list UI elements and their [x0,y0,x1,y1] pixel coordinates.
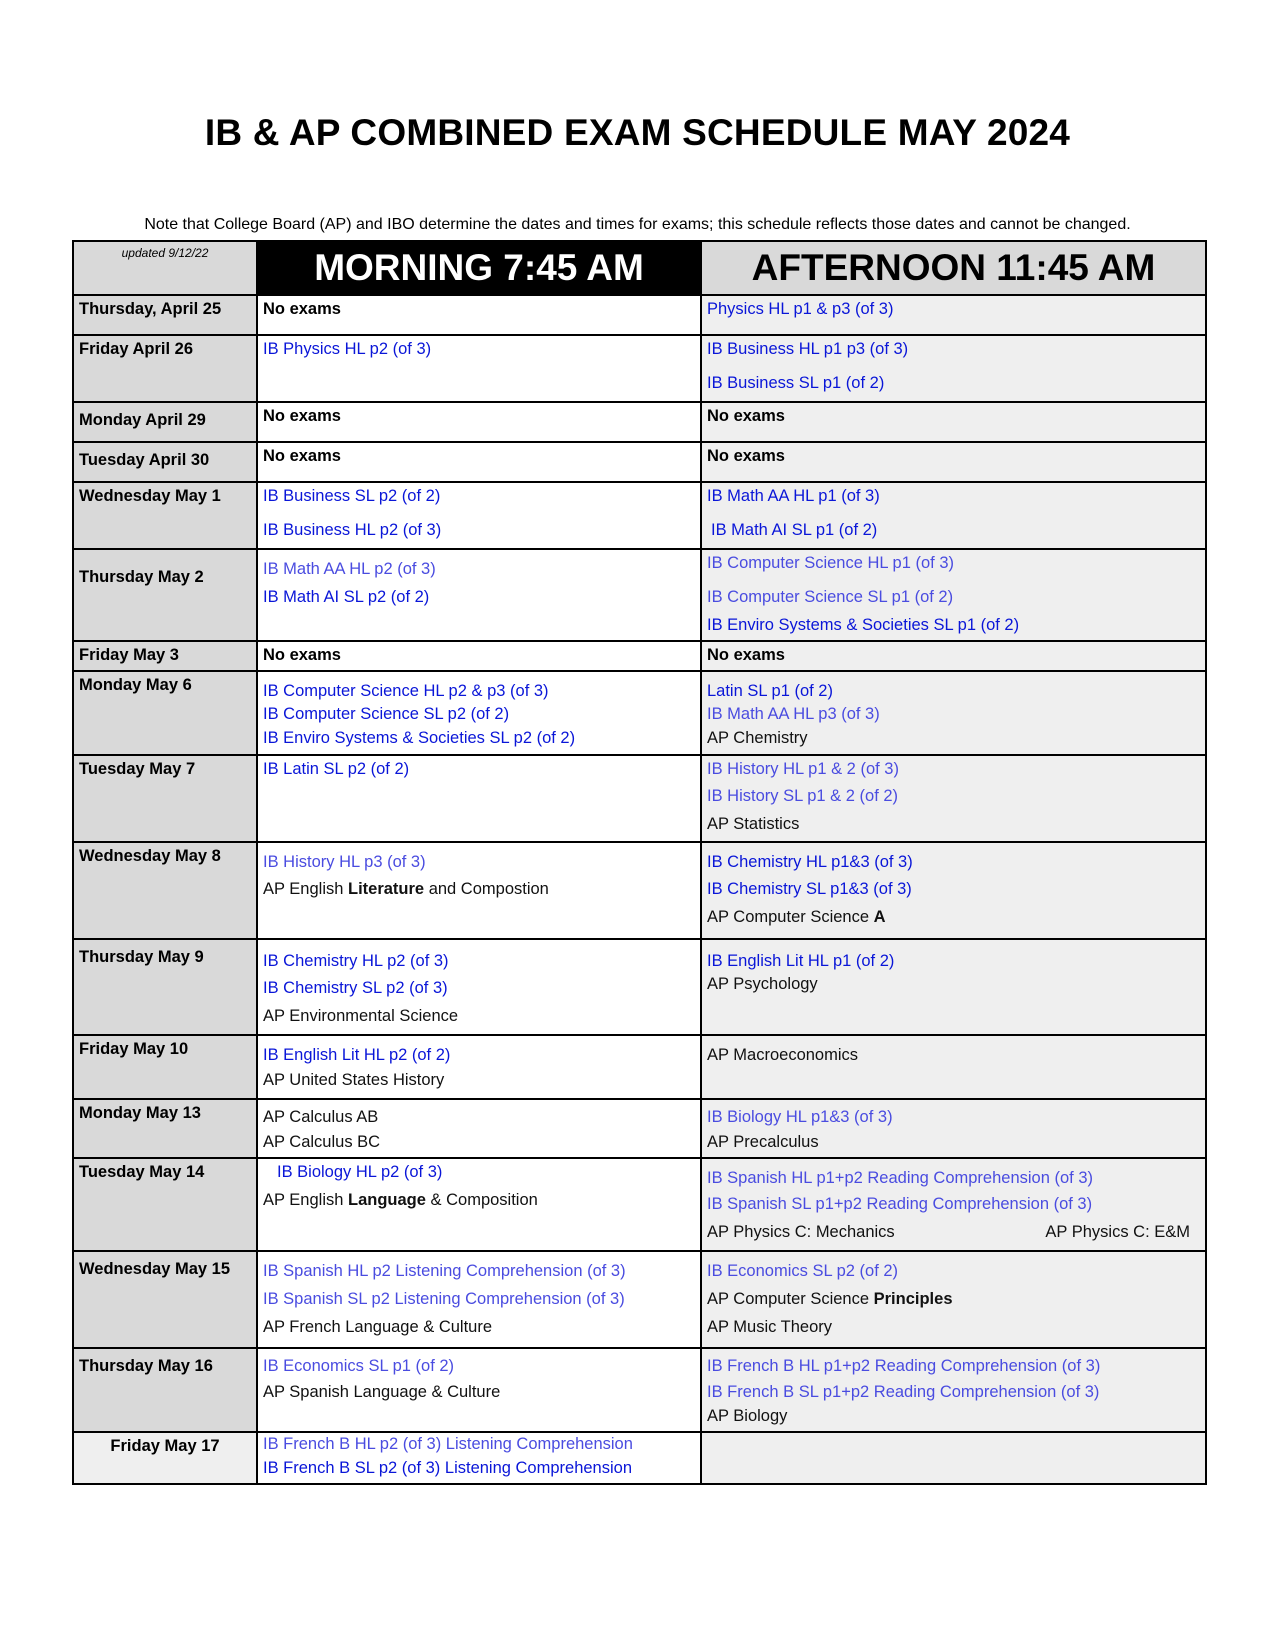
date-cell: Friday April 26 [73,335,257,402]
table-row [73,1035,1206,1099]
exam-entry: No exams [263,407,341,426]
exam-entry: No exams [707,447,785,466]
afternoon-cell [701,671,1206,755]
exam-entry: IB Chemistry HL p1&3 (of 3) [707,852,913,871]
morning-cell [257,641,701,671]
date-cell: Friday May 17 [73,1432,257,1484]
exam-entry [263,880,695,900]
morning-cell [257,442,701,482]
table-row [73,842,1206,939]
afternoon-cell [701,1348,1206,1432]
exam-entry: IB History HL p3 (of 3) [263,852,426,871]
exam-entry: IB French B HL p1+p2 Reading Comprehension (of 3) [707,1357,1101,1376]
exam-entry: IB Economics SL p2 (of 2) [707,1262,899,1281]
afternoon-cell [701,295,1206,335]
date-cell: Friday May 3 [73,641,257,671]
exam-entry: AP Spanish Language & Culture [263,1382,501,1401]
exam-entry: AP French Language & Culture [263,1317,493,1336]
exam-entry-text: AP Computer Science [707,1289,874,1308]
afternoon-cell [701,482,1206,549]
table-row [73,295,1206,335]
date-cell: Wednesday May 8 [73,842,257,939]
exam-entry: No exams [263,645,341,664]
exam-entry-emphasis: Principles [873,1289,953,1308]
exam-entry: IB History SL p1 & 2 (of 2) [707,787,899,806]
exam-entry [263,1191,695,1211]
exam-entry: IB Computer Science HL p2 & p3 (of 3) [263,681,549,700]
date-cell: Thursday May 9 [73,939,257,1035]
exam-entry-emphasis: Literature [348,880,425,899]
morning-cell [257,1348,701,1432]
table-row [73,482,1206,549]
date-cell: Tuesday April 30 [73,442,257,482]
table-row [73,1432,1206,1484]
exam-entry: No exams [263,447,341,466]
morning-cell [257,842,701,939]
exam-schedule-table [72,240,1207,1485]
exam-entry: AP Biology [707,1406,788,1425]
afternoon-cell [701,335,1206,402]
exam-entry: AP Physics C: E&M [1045,1222,1190,1241]
exam-entry: No exams [263,300,341,319]
exam-entry: IB Spanish HL p2 Listening Comprehension (of 3) [263,1262,626,1281]
schedule-note: Note that College Board (AP) and IBO determine the dates and times for exams; this schedule reflects those dates and cannot be changed. [144,216,1131,233]
exam-entry: IB Spanish SL p2 Listening Comprehension (of 3) [263,1289,625,1308]
afternoon-cell [701,1432,1206,1484]
exam-entry [707,908,1200,928]
exam-entry-text: AP English [263,880,348,899]
exam-entry: IB Economics SL p1 (of 2) [263,1357,455,1376]
table-row [73,549,1206,640]
afternoon-cell [701,1251,1206,1348]
exam-entry-text: AP Computer Science [707,908,874,927]
exam-entry: IB French B SL p2 (of 3) Listening Comprehension [263,1458,633,1477]
exam-entry-text: & Composition [425,1190,538,1209]
afternoon-cell [701,755,1206,842]
exam-entry: IB Computer Science SL p2 (of 2) [263,705,510,724]
exam-entry-pair [707,1223,1200,1243]
morning-cell [257,482,701,549]
exam-entry: IB Computer Science HL p1 (of 3) [707,554,955,573]
exam-entry: Physics HL p1 & p3 (of 3) [707,300,894,319]
date-cell: Monday May 6 [73,671,257,755]
exam-entry: IB Math AI SL p1 (of 2) [711,521,878,540]
afternoon-cell [701,1158,1206,1251]
exam-entry: IB Chemistry SL p1&3 (of 3) [707,880,912,899]
date-cell: Thursday, April 25 [73,295,257,335]
exam-entry: IB Math AA HL p1 (of 3) [707,487,880,506]
exam-entry: IB English Lit HL p2 (of 2) [263,1045,451,1064]
morning-cell [257,295,701,335]
exam-entry: AP Environmental Science [263,1007,459,1026]
exam-entry: IB Spanish SL p1+p2 Reading Comprehension (of 3) [707,1194,1093,1213]
exam-entry: IB English Lit HL p1 (of 2) [707,951,895,970]
exam-entry: IB Computer Science SL p1 (of 2) [707,588,954,607]
exam-entry-emphasis: A [873,908,886,927]
exam-entry: IB Chemistry HL p2 (of 3) [263,951,449,970]
exam-entry: IB Math AI SL p2 (of 2) [263,588,430,607]
morning-cell [257,755,701,842]
table-row [73,671,1206,755]
exam-entry: IB Business SL p2 (of 2) [263,487,441,506]
morning-cell [257,1158,701,1251]
exam-entry-emphasis: Language [348,1190,426,1209]
morning-cell [257,1035,701,1099]
date-cell: Monday May 13 [73,1099,257,1159]
table-row [73,1099,1206,1159]
morning-cell [257,939,701,1035]
exam-entry: No exams [707,407,785,426]
morning-cell [257,1432,701,1484]
afternoon-cell [701,1099,1206,1159]
morning-cell [257,402,701,442]
table-row [73,1158,1206,1251]
exam-entry: IB Spanish HL p1+p2 Reading Comprehension (of 3) [707,1169,1094,1188]
page-title: IB & AP COMBINED EXAM SCHEDULE MAY 2024 [204,112,1071,153]
exam-entry: Latin SL p1 (of 2) [707,681,833,700]
exam-entry: AP Calculus AB [263,1107,379,1126]
exam-entry: IB French B SL p1+p2 Reading Comprehension (of 3) [707,1382,1100,1401]
table-row [73,1348,1206,1432]
afternoon-cell [701,842,1206,939]
afternoon-cell [701,549,1206,640]
morning-cell [257,1099,701,1159]
date-cell: Wednesday May 15 [73,1251,257,1348]
exam-entry: IB Enviro Systems & Societies SL p1 (of 2) [707,615,1020,634]
date-cell: Friday May 10 [73,1035,257,1099]
exam-entry: IB Biology HL p2 (of 3) [277,1163,443,1182]
afternoon-header: AFTERNOON 11:45 AM [701,241,1206,295]
afternoon-cell [701,641,1206,671]
table-row [73,1251,1206,1348]
morning-cell [257,1251,701,1348]
afternoon-cell [701,1035,1206,1099]
exam-entry: AP Chemistry [707,729,808,748]
table-row [73,442,1206,482]
exam-entry: IB History HL p1 & 2 (of 3) [707,759,899,778]
header-row [73,241,1206,295]
exam-entry: IB Math AA HL p3 (of 3) [707,705,880,724]
date-cell: Thursday May 2 [73,549,257,640]
date-cell: Wednesday May 1 [73,482,257,549]
afternoon-cell [701,442,1206,482]
updated-label: updated 9/12/22 [73,241,257,295]
exam-entry: IB Business HL p2 (of 3) [263,521,442,540]
afternoon-cell [701,939,1206,1035]
exam-entry: AP Statistics [707,815,800,834]
exam-entry: IB Business SL p1 (of 2) [707,374,885,393]
table-row [73,402,1206,442]
exam-entry: AP Precalculus [707,1133,819,1152]
exam-entry [707,1290,1200,1310]
morning-cell [257,335,701,402]
exam-entry: AP Calculus BC [263,1133,381,1152]
afternoon-cell [701,402,1206,442]
table-row [73,755,1206,842]
table-row [73,939,1206,1035]
exam-entry: IB Business HL p1 p3 (of 3) [707,340,909,359]
table-row [73,641,1206,671]
exam-entry: IB Enviro Systems & Societies SL p2 (of 2) [263,729,576,748]
date-cell: Monday April 29 [73,402,257,442]
date-cell: Tuesday May 7 [73,755,257,842]
exam-entry: AP Macroeconomics [707,1045,859,1064]
exam-entry: IB Chemistry SL p2 (of 3) [263,979,448,998]
exam-entry-text: and Compostion [424,880,549,899]
table-row [73,335,1206,402]
exam-entry: AP Psychology [707,975,818,994]
exam-entry: AP Physics C: Mechanics [707,1222,895,1241]
morning-cell [257,549,701,640]
exam-entry: AP United States History [263,1071,445,1090]
exam-entry: IB Biology HL p1&3 (of 3) [707,1107,893,1126]
exam-entry: IB Math AA HL p2 (of 3) [263,560,436,579]
date-cell: Thursday May 16 [73,1348,257,1432]
exam-entry: IB Latin SL p2 (of 2) [263,759,410,778]
exam-entry: IB Physics HL p2 (of 3) [263,340,432,359]
morning-header: MORNING 7:45 AM [257,241,701,295]
exam-entry: No exams [707,645,785,664]
date-cell: Tuesday May 14 [73,1158,257,1251]
exam-entry: IB French B HL p2 (of 3) Listening Comprehension [263,1435,633,1454]
morning-cell [257,671,701,755]
exam-entry-text: AP English [263,1190,348,1209]
exam-entry: AP Music Theory [707,1317,833,1336]
